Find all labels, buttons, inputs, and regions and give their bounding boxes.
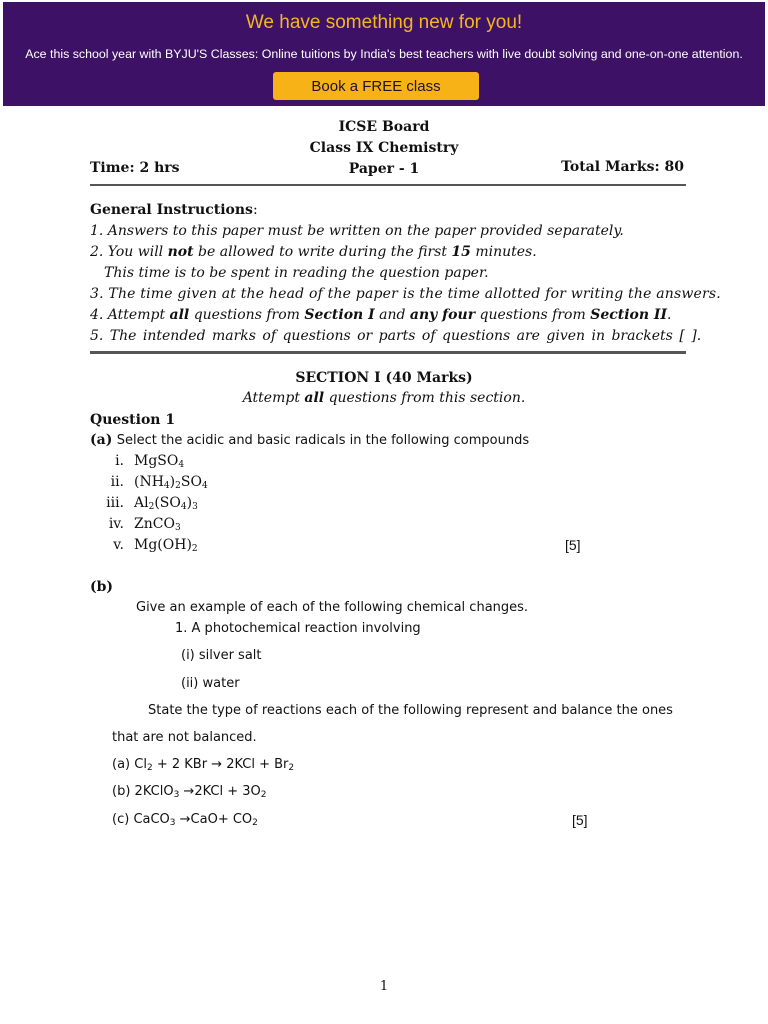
section-1-subtitle (0, 390, 768, 406)
instruction-4-e: and (374, 307, 410, 323)
reaction-subscript: 3 (173, 790, 180, 800)
formula-part: (NH (134, 474, 164, 490)
formula-subscript: 3 (174, 523, 181, 533)
section-1-sub-a: Attempt (242, 390, 305, 406)
compound-number: v. (113, 537, 124, 553)
total-marks: Total Marks: 80 (561, 159, 684, 175)
compound-number: iii. (106, 495, 124, 511)
question-1b-silver-salt: (i) silver salt (181, 648, 262, 663)
formula-part: MgSO (134, 453, 179, 469)
instruction-2-d: 15 (451, 244, 471, 260)
reaction-part: 2KClO (134, 784, 174, 799)
reaction-b (112, 784, 267, 799)
formula-part: SO (180, 474, 202, 490)
page-number: 1 (379, 979, 389, 994)
section-1-sub-c: questions from this section. (324, 390, 526, 406)
paper-label: Paper - 1 (348, 161, 420, 177)
instruction-2-b: not (167, 244, 194, 260)
compound-number: ii. (110, 474, 124, 490)
instruction-4-f: any four (409, 307, 476, 323)
compound-item-3 (90, 495, 198, 511)
question-1a-label: (a) (90, 432, 113, 448)
formula-part: (SO (154, 495, 181, 511)
question-1b-state-line-1: State the type of reactions each of the following represent and balance the ones (148, 703, 673, 718)
reaction-part: CaCO (133, 812, 170, 827)
compound-item-1 (90, 453, 184, 469)
formula-subscript: 4 (180, 502, 187, 512)
reaction-part: →CaO+ CO (175, 812, 253, 827)
reaction-label: (c) (112, 812, 130, 827)
instruction-2-c: be allowed to write during the first (193, 244, 452, 260)
instruction-4-d: Section I (304, 307, 375, 323)
instruction-4-b: all (169, 307, 190, 323)
instruction-5: 5. The intended marks of questions or parts of questions are given in brackets [ ]. (90, 328, 702, 344)
reaction-part: Cl (134, 757, 147, 772)
instruction-4 (90, 307, 671, 323)
question-1b-state-line-2: that are not balanced. (112, 730, 257, 745)
compound-number: i. (115, 453, 124, 469)
formula-part: Al (134, 495, 149, 511)
formula-subscript: 4 (201, 481, 208, 491)
question-1a (90, 432, 529, 448)
marks-1b: [5] (572, 812, 588, 828)
formula-subscript: 4 (163, 481, 170, 491)
compound-number: iv. (108, 516, 124, 532)
board-title: ICSE Board (338, 119, 430, 135)
formula-part: ZnCO (134, 516, 175, 532)
instruction-4-a: 4. Attempt (90, 307, 170, 323)
formula-part: ) (186, 495, 193, 511)
instruction-4-c: questions from (189, 307, 305, 323)
instruction-1: 1. Answers to this paper must be written on the paper provided separately. (90, 223, 624, 239)
section-1-sub-b: all (304, 390, 325, 406)
reaction-part: + 2 KBr → 2KCl + Br (152, 757, 289, 772)
reaction-c (112, 812, 258, 827)
formula-subscript: 3 (192, 502, 198, 512)
reaction-subscript: 3 (169, 818, 176, 828)
question-1b-label: (b) (90, 579, 114, 595)
banner-title: We have something new for you! (245, 12, 523, 33)
compound-item-5 (90, 537, 198, 553)
instructions-divider (90, 351, 686, 354)
instruction-4-h: Section II (590, 307, 668, 323)
compound-item-4 (90, 516, 181, 532)
instructions-heading-colon: : (252, 202, 258, 218)
instruction-4-g: questions from (475, 307, 591, 323)
reaction-part: →2KCl + 3O (179, 784, 261, 799)
instructions-heading-text: General Instructions (90, 202, 253, 218)
instruction-2-a: 2. You will (90, 244, 168, 260)
marks-1a: [5] (565, 537, 581, 553)
formula-part: Mg(OH) (134, 537, 192, 553)
instruction-2-continued: This time is to be spent in reading the question paper. (104, 265, 489, 281)
reaction-label: (b) (112, 784, 131, 799)
question-1b-water: (ii) water (181, 676, 240, 691)
section-1-title: SECTION I (40 Marks) (295, 370, 473, 386)
reaction-subscript: 2 (288, 763, 295, 773)
question-1b-intro: Give an example of each of the following chemical changes. (136, 600, 529, 615)
instruction-3: 3. The time given at the head of the paper is the time allotted for writing the answers. (90, 286, 721, 302)
reaction-a (112, 757, 294, 772)
formula-subscript: 2 (148, 502, 155, 512)
formula-subscript: 2 (191, 544, 198, 554)
book-free-class-button[interactable]: Book a FREE class (273, 72, 479, 100)
reaction-subscript: 2 (260, 790, 267, 800)
instructions-heading (90, 202, 258, 218)
time-label: Time: 2 hrs (90, 160, 180, 176)
reaction-subscript: 2 (252, 818, 258, 828)
class-subject: Class IX Chemistry (309, 140, 459, 156)
instruction-2 (90, 244, 537, 260)
reaction-subscript: 2 (146, 763, 153, 773)
formula-subscript: 4 (178, 460, 185, 470)
promo-banner (3, 2, 765, 106)
banner-subtitle: Ace this school year with BYJU'S Classes: Online tuitions by India's best teachers with live doubt solving and one-on-one attention. (25, 47, 743, 61)
question-1b-item-1: 1. A photochemical reaction involving (175, 621, 421, 636)
question-1-title: Question 1 (90, 412, 176, 428)
reaction-label: (a) (112, 757, 131, 772)
formula-subscript: 2 (175, 481, 181, 491)
question-1a-text: Select the acidic and basic radicals in the following compounds (116, 433, 530, 448)
header-divider (90, 184, 686, 186)
compound-item-2 (90, 474, 208, 490)
formula-part: ) (169, 474, 176, 490)
instruction-4-i: . (667, 307, 672, 323)
instruction-2-e: minutes. (470, 244, 537, 260)
